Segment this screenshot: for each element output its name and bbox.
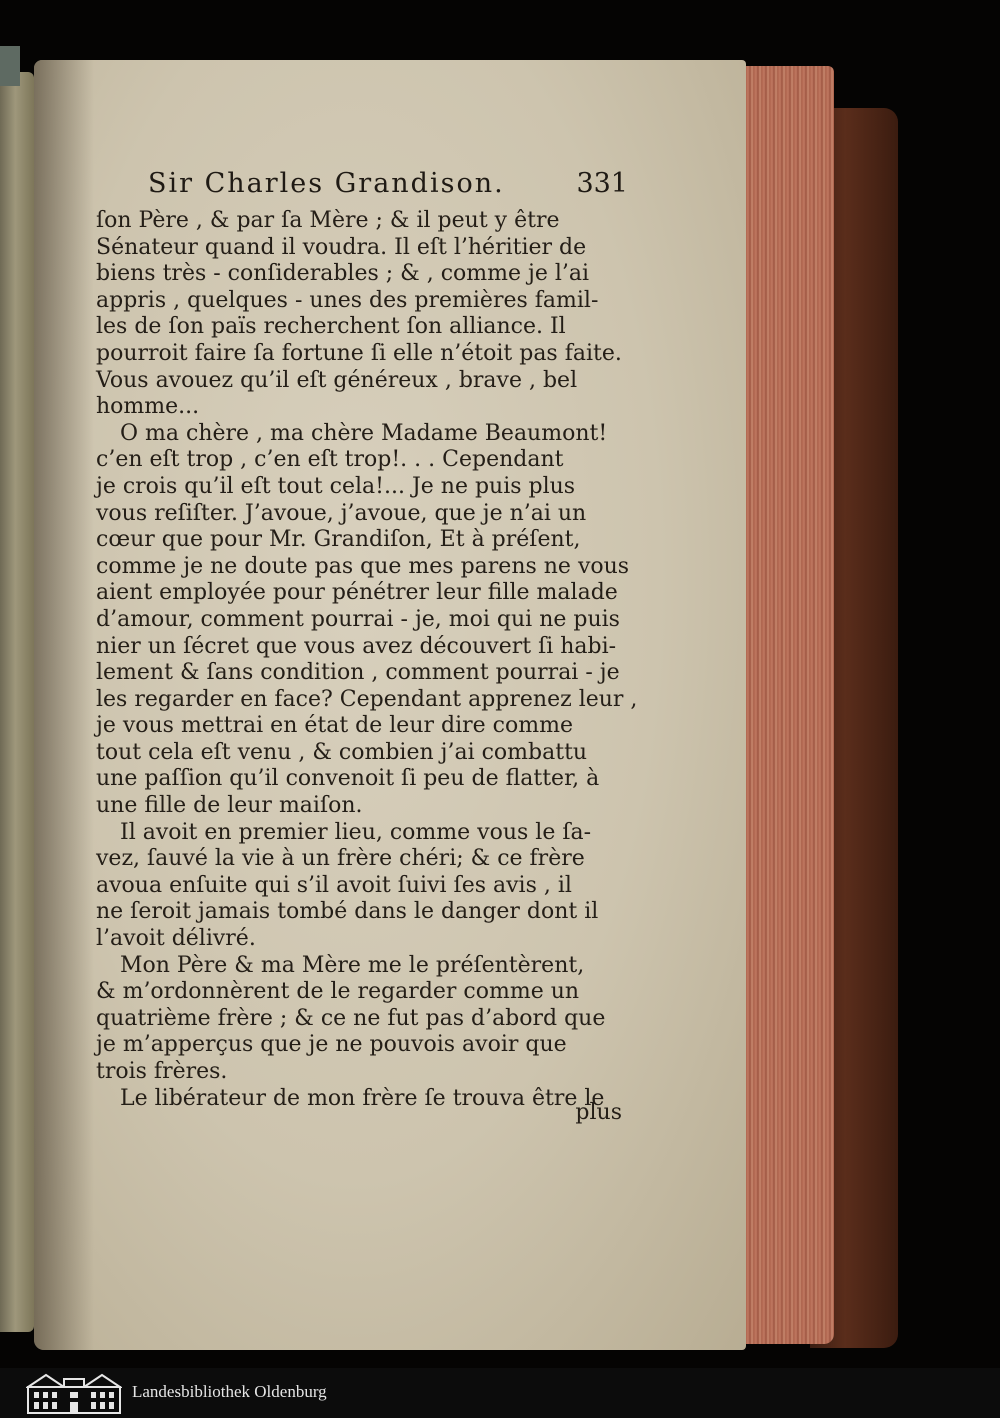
catchword: plus — [575, 1100, 622, 1125]
left-page-edge — [0, 72, 34, 1332]
page-text-body — [96, 208, 638, 1128]
text-line: comme je ne doute pas que mes parens ne vous — [96, 553, 630, 579]
text-line: Sénateur quand il voudra. Il eſt l’héritier de — [96, 234, 587, 260]
text-line: quatrième frère ; & ce ne fut pas d’abord que — [96, 1005, 606, 1031]
text-line: l’avoit délivré. — [96, 926, 256, 952]
text-line: d’amour, comment pourrai - je, moi qui ne puis — [96, 606, 620, 632]
page-number: 331 — [576, 168, 628, 199]
text-line: les regarder en face? Cependant apprenez leur , — [96, 686, 638, 712]
text-line: Vous avouez qu’il eſt généreux , brave , bel — [96, 367, 578, 393]
page-gutter-shadow — [34, 60, 94, 1350]
text-line: je m’apperçus que je ne pouvois avoir que — [96, 1032, 567, 1058]
text-line: Il avoit en premier lieu, comme vous le ſa- — [120, 819, 592, 845]
text-line: ſon Père , & par ſa Mère ; & il peut y être — [96, 208, 560, 233]
text-line: vez, ſauvé la vie à un frère chéri; & ce frère — [96, 846, 585, 872]
text-line: je crois qu’il eſt tout cela!... Je ne puis plus — [96, 473, 576, 499]
text-line: je vous mettrai en état de leur dire comme — [96, 713, 573, 739]
text-line: avoua enſuite qui s’il avoit ſuivi ſes avis , il — [96, 872, 572, 898]
text-line: O ma chère , ma chère Madame Beaumont! — [120, 420, 608, 446]
text-line: pourroit faire ſa fortune ſi elle n’étoit pas faite. — [96, 340, 622, 366]
text-line: biens très - conſiderables ; & , comme je l’ai — [96, 261, 590, 287]
page-header — [148, 168, 628, 208]
text-line: tout cela eſt venu , & combien j’ai combattu — [96, 739, 588, 765]
text-line: lement & ſans condition , comment pourrai - je — [96, 660, 620, 686]
text-line: c’en eſt trop , c’en eſt trop!. . . Cependant — [96, 447, 564, 473]
text-line: les de ſon païs recherchent ſon alliance. Il — [96, 314, 566, 340]
text-line: aient employée pour pénétrer leur fille malade — [96, 580, 618, 606]
text-line: & m’ordonnèrent de le regarder comme un — [96, 979, 580, 1005]
text-line: une fille de leur maiſon. — [96, 793, 363, 819]
text-line: une paſſion qu’il convenoit ſi peu de flatter, à — [96, 766, 600, 792]
text-line: cœur que pour Mr. Grandiſon, Et à préſent, — [96, 527, 581, 553]
text-line: trois frères. — [96, 1059, 228, 1084]
text-line: appris , quelques - unes des premières famil- — [96, 287, 599, 313]
text-line: nier un ſécret que vous avez découvert ſi habi- — [96, 633, 617, 659]
text-line: Le libérateur de mon frère ſe trouva être le — [120, 1085, 605, 1111]
running-title: Sir Charles Grandison. — [148, 168, 505, 199]
text-line: Mon Père & ma Mère me le préſentèrent, — [120, 952, 585, 978]
text-line: ne ſeroit jamais tombé dans le danger dont il — [96, 899, 599, 925]
library-building-icon — [26, 1371, 122, 1415]
left-cover-fragment — [0, 46, 20, 86]
library-name: Landesbibliothek Oldenburg — [132, 1382, 327, 1401]
text-line: homme... — [96, 394, 200, 420]
text-line: vous reſiſter. J’avoue, j’avoue, que je n’ai un — [96, 500, 587, 526]
page-block-edge — [738, 66, 834, 1344]
